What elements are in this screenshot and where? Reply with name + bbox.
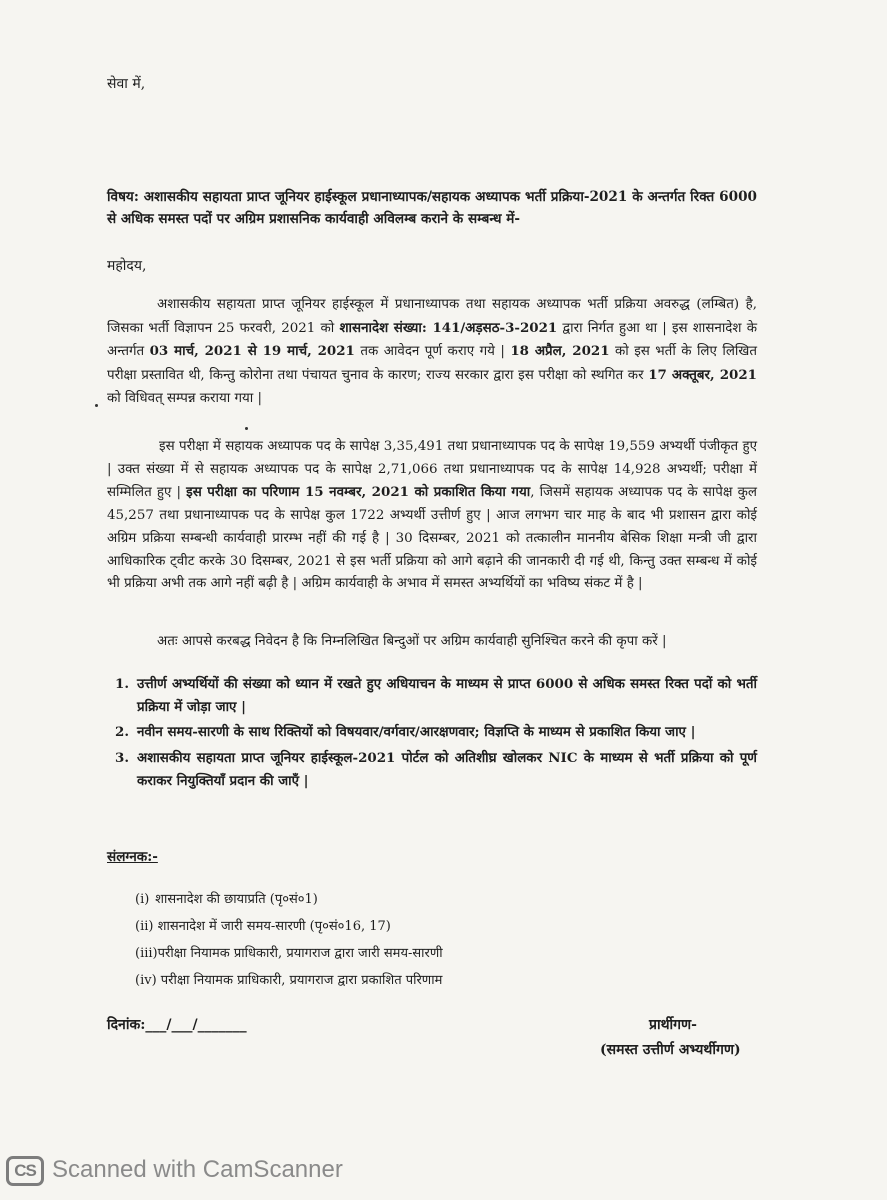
request-list (107, 673, 757, 796)
list-item: (iii)परीक्षा नियामक प्राधिकारी, प्रयागराज द्वारा जारी समय-सारणी (135, 946, 443, 961)
attachments-list (135, 886, 443, 994)
signature-group: (समस्त उत्तीर्ण अभ्यर्थीगण) (600, 1042, 741, 1058)
signature-label: प्रार्थीगण- (649, 1017, 697, 1033)
camscanner-watermark (0, 1142, 887, 1200)
list-item: 1. उत्तीर्ण अभ्यर्थियों की संख्या को ध्यान में रखते हुए अधियाचन के माध्यम से प्राप्त 6000 से अधिक समस्त रिक्त पदों को भर्ती प्रक्रिया में जोड़ा जाए | (115, 676, 757, 715)
watermark-text: Scanned with CamScanner (52, 1156, 343, 1183)
attachments-heading: संलग्नक:- (107, 849, 158, 865)
list-item: 3. अशासकीय सहायता प्राप्त जूनियर हाईस्कूल-2021 पोर्टल को अतिशीघ्र खोलकर NIC के माध्यम से भर्ती प्रक्रिया को पूर्ण कराकर नियुक्तियाँ प्रदान की जाएँ | (115, 750, 757, 789)
date-line: दिनांक:___/___/_______ (107, 1017, 247, 1033)
list-item: (i) शासनादेश की छायाप्रति (पृ०सं०1) (135, 892, 318, 907)
list-item: (iv) परीक्षा नियामक प्राधिकारी, प्रयागराज द्वारा प्रकाशित परिणाम (135, 973, 443, 988)
list-item: (ii) शासनादेश में जारी समय-सारणी (पृ०सं०16, 17) (135, 919, 391, 934)
subject-line: विषय: अशासकीय सहायता प्राप्त जूनियर हाईस्कूल प्रधानाध्यापक/सहायक अध्यापक भर्ती प्रक्रिया-2021 के अन्तर्गत रिक्त 6000 से अधिक समस्त पदों पर अग्रिम प्रशासनिक कार्यवाही अविलम्ब कराने के सम्बन्ध में- (107, 189, 757, 227)
paragraph-3: अतः आपसे करबद्ध निवेदन है कि निम्नलिखित बिन्दुओं पर अग्रिम कार्यवाही सुनिश्चित करने की कृपा करें | (157, 634, 667, 649)
paragraph-2: इस परीक्षा में सहायक अध्यापक पद के सापेक्ष 3,35,491 तथा प्रधानाध्यापक पद के सापेक्ष 19,559 अभ्यर्थी पंजीकृत हुए | उक्त संख्या में से सहायक अध्यापक पद के सापेक्ष 2,71,066 तथा प्रधानाध्यापक पद के सापेक्ष 14,928 अभ्यर्थी; परीक्षा में सम्मिलित हुए | इस परीक्षा का परिणाम 15 नवम्बर, 2021 को प्रकाशित किया गया, जिसमें सहायक अध्यापक पद के सापेक्ष कुल 45,257 तथा प्रधानाध्यापक पद के सापेक्ष कुल 1722 अभ्यर्थी उत्तीर्ण हुए | आज लगभग चार माह के बाद भी प्रशासन द्वारा कोई अग्रिम प्रक्रिया सम्बन्धी कार्यवाही प्रारम्भ नहीं की गई है | 30 दिसम्बर, 2021 को तत्कालीन माननीय बेसिक शिक्षा मन्त्री जी द्वारा आधिकारिक ट्वीट करके 30 दिसम्बर, 2021 से इस भर्ती प्रक्रिया को आगे बढ़ाने की जानकारी दी गई थी, किन्तु उक्त सम्बन्ध में कोई भी प्रक्रिया अभी तक आगे नहीं बढ़ी है | अग्रिम कार्यवाही के अभाव में समस्त अभ्यर्थियों का भविष्य संकट में है | (107, 439, 757, 592)
list-item: 2. नवीन समय-सारणी के साथ रिक्तियों को विषयवार/वर्गवार/आरक्षणवार; विज्ञप्ति के माध्यम से प्रकाशित किया जाए | (115, 724, 696, 741)
greeting: महोदय, (107, 258, 147, 274)
paragraph-1: अशासकीय सहायता प्राप्त जूनियर हाईस्कूल में प्रधानाध्यापक तथा सहायक अध्यापक भर्ती प्रक्रिया अवरुद्ध (लम्बित) है, जिसका भर्ती विज्ञापन 25 फरवरी, 2021 को शासनादेश संख्या: 141/अड़सठ-3-2021 द्वारा निर्गत हुआ था | इस शासनादेश के अन्तर्गत 03 मार्च, 2021 से 19 मार्च, 2021 तक आवेदन पूर्ण कराए गये | 18 अप्रैल, 2021 को इस भर्ती के लिए लिखित परीक्षा प्रस्तावित थी, किन्तु कोरोना तथा पंचायत चुनाव के कारण; राज्य सरकार द्वारा इस परीक्षा को स्थगित कर 17 अक्तूबर, 2021 को विधिवत् सम्पन्न कराया गया | (107, 297, 757, 406)
scan-speck (95, 404, 98, 407)
salutation: सेवा में, (107, 76, 146, 92)
camscanner-logo-icon: CS (6, 1156, 44, 1186)
scan-speck (245, 427, 248, 430)
